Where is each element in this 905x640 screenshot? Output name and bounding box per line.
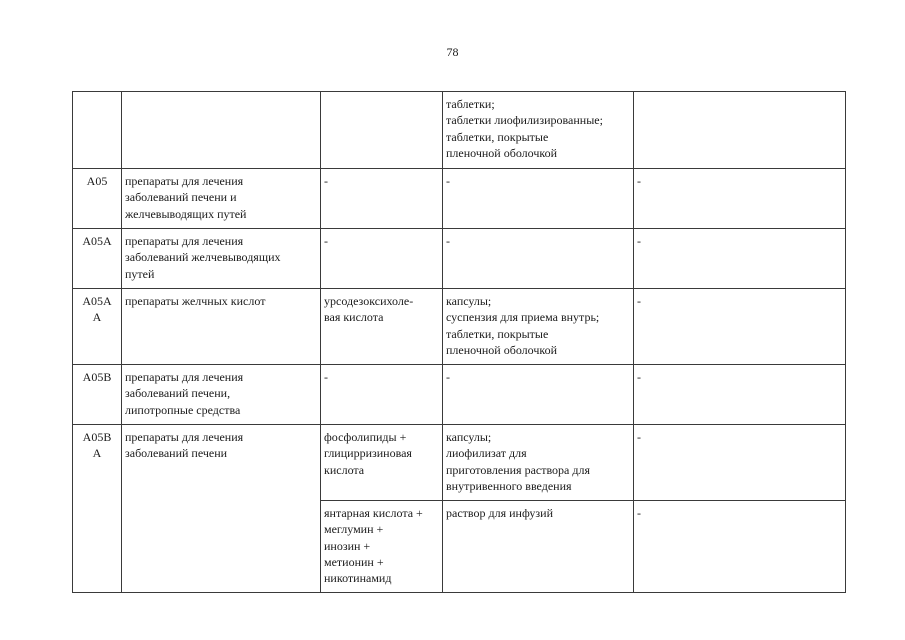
atc-code-cell: A05	[73, 169, 122, 229]
group-cell: препараты для лечения заболеваний печени	[122, 425, 321, 593]
substance-cell: -	[321, 169, 443, 229]
table-row	[73, 289, 846, 365]
substance-cell	[321, 92, 443, 169]
dosage-form-cell: капсулы; суспензия для приема внутрь; таблетки, покрытые пленочной оболочкой	[443, 289, 634, 365]
atc-code-cell: A05A A	[73, 289, 122, 365]
table-row	[73, 92, 846, 169]
group-cell: препараты для лечения заболеваний желчевыводящих путей	[122, 229, 321, 289]
group-cell	[122, 92, 321, 169]
note-cell: -	[634, 501, 846, 593]
substance-cell: -	[321, 229, 443, 289]
page-number: 78	[446, 45, 459, 59]
substance-cell: -	[321, 365, 443, 425]
group-cell: препараты желчных кислот	[122, 289, 321, 365]
atc-code-cell: A05B	[73, 365, 122, 425]
table-row	[73, 229, 846, 289]
substance-cell: фосфолипиды + глицирризиновая кислота	[321, 425, 443, 501]
atc-code-cell	[73, 92, 122, 169]
dosage-form-cell: капсулы; лиофилизат для приготовления раствора для внутривенного введения	[443, 425, 634, 501]
dosage-form-cell: -	[443, 229, 634, 289]
dosage-form-cell: раствор для инфузий	[443, 501, 634, 593]
dosage-form-cell: таблетки; таблетки лиофилизированные; таблетки, покрытые пленочной оболочкой	[443, 92, 634, 169]
dosage-form-cell: -	[443, 169, 634, 229]
atc-code-cell: A05B A	[73, 425, 122, 593]
note-cell: -	[634, 229, 846, 289]
note-cell: -	[634, 425, 846, 501]
substance-cell: янтарная кислота + меглумин + инозин + метионин + никотинамид	[321, 501, 443, 593]
note-cell	[634, 92, 846, 169]
substance-cell: урсодезоксихоле- вая кислота	[321, 289, 443, 365]
dosage-form-cell: -	[443, 365, 634, 425]
note-cell: -	[634, 365, 846, 425]
group-cell: препараты для лечения заболеваний печени и желчевыводящих путей	[122, 169, 321, 229]
table-row	[73, 365, 846, 425]
note-cell: -	[634, 289, 846, 365]
drug-table	[72, 91, 846, 593]
table-row	[73, 169, 846, 229]
table-row	[73, 425, 846, 501]
group-cell: препараты для лечения заболеваний печени, липотропные средства	[122, 365, 321, 425]
atc-code-cell: A05A	[73, 229, 122, 289]
note-cell: -	[634, 169, 846, 229]
